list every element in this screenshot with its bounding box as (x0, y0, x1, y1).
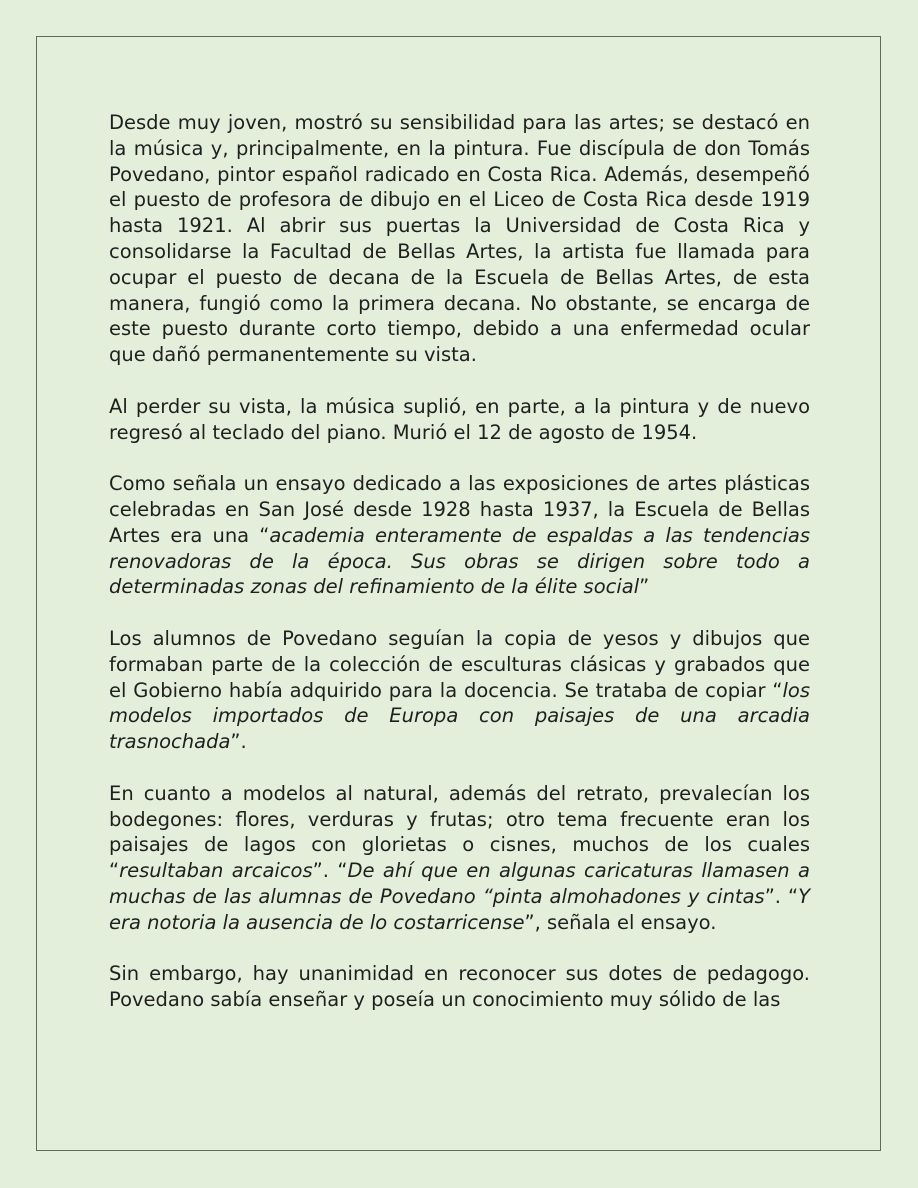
paragraph-5-text-d: ”, señala el ensayo. (524, 910, 717, 934)
paragraph-6-text: Sin embargo, hay unanimidad en reconocer sus dotes de pedagogo. Povedano sabía enseñar y poseía un conocimiento muy sólido de las (109, 962, 810, 1012)
paragraph-3-text-b: ” (639, 575, 650, 599)
paragraph-4-text-a: Los alumnos de Povedano seguían la copia de yesos y dibujos que formaban parte de la colección de esculturas clásicas y grabados que el Gobierno había adquirido para la docencia. Se trataba de copiar “ (109, 626, 810, 702)
paragraph-4-quote: los modelos importados de Europa con paisajes de una arcadia trasnochada (109, 678, 810, 754)
paragraph-5-quote-3: Y era notoria la ausencia de lo costarricense (109, 884, 810, 934)
paragraph-4-text-b: ”. (230, 730, 247, 754)
paragraph-5-text-c: ”. “ (764, 884, 799, 908)
paragraph-5 (109, 781, 810, 936)
paragraph-1-text: Desde muy joven, mostró su sensibilidad para las artes; se destacó en la música y, principalmente, en la pintura. Fue discípula de don Tomás Povedano, pintor español radicado en Costa Rica. Además, desempeñó el puesto de profesora de dibujo en el Liceo de Costa Rica desde 1919 hasta 1921. Al abrir sus puertas la Universidad de Costa Rica y consolidarse la Facultad de Bellas Artes, la artista fue llamada para ocupar el puesto de decana de la Escuela de Bellas Artes, de esta manera, fungió como la primera decana. No obstante, se encarga de este puesto durante corto tiempo, debido a una enfermedad ocular que dañó permanentemente su vista. (109, 111, 810, 367)
paragraph-5-text-a: En cuanto a modelos al natural, además del retrato, prevalecían los bodegones: flores, verduras y frutas; otro tema frecuente eran los paisajes de lagos con glorietas o cisnes, muchos de los cuales “ (109, 781, 810, 883)
paragraph-3-quote: academia enteramente de espaldas a las tendencias renovadoras de la época. Sus obras se dirigen sobre todo a determinadas zonas del refinamiento de la élite social (109, 523, 810, 599)
paragraph-5-quote-2: De ahí que en algunas caricaturas llamasen a muchas de las alumnas de Povedano “pinta almohadones y cintas (109, 859, 810, 908)
paragraph-1 (109, 110, 810, 368)
document-body (109, 110, 810, 1013)
paragraph-3 (109, 471, 810, 600)
paragraph-2 (109, 394, 810, 446)
paragraph-5-quote-1: resultaban arcaicos (119, 859, 313, 883)
paragraph-6 (109, 961, 810, 1013)
paragraph-3-text-a: Como señala un ensayo dedicado a las exposiciones de artes plásticas celebradas en San José desde 1928 hasta 1937, la Escuela de Bellas Artes era una “ (109, 472, 810, 547)
paragraph-2-text: Al perder su vista, la música suplió, en parte, a la pintura y de nuevo regresó al teclado del piano. Murió el 12 de agosto de 1954. (109, 394, 810, 444)
paragraph-5-text-b: ”. “ (312, 859, 348, 883)
paragraph-4 (109, 626, 810, 755)
